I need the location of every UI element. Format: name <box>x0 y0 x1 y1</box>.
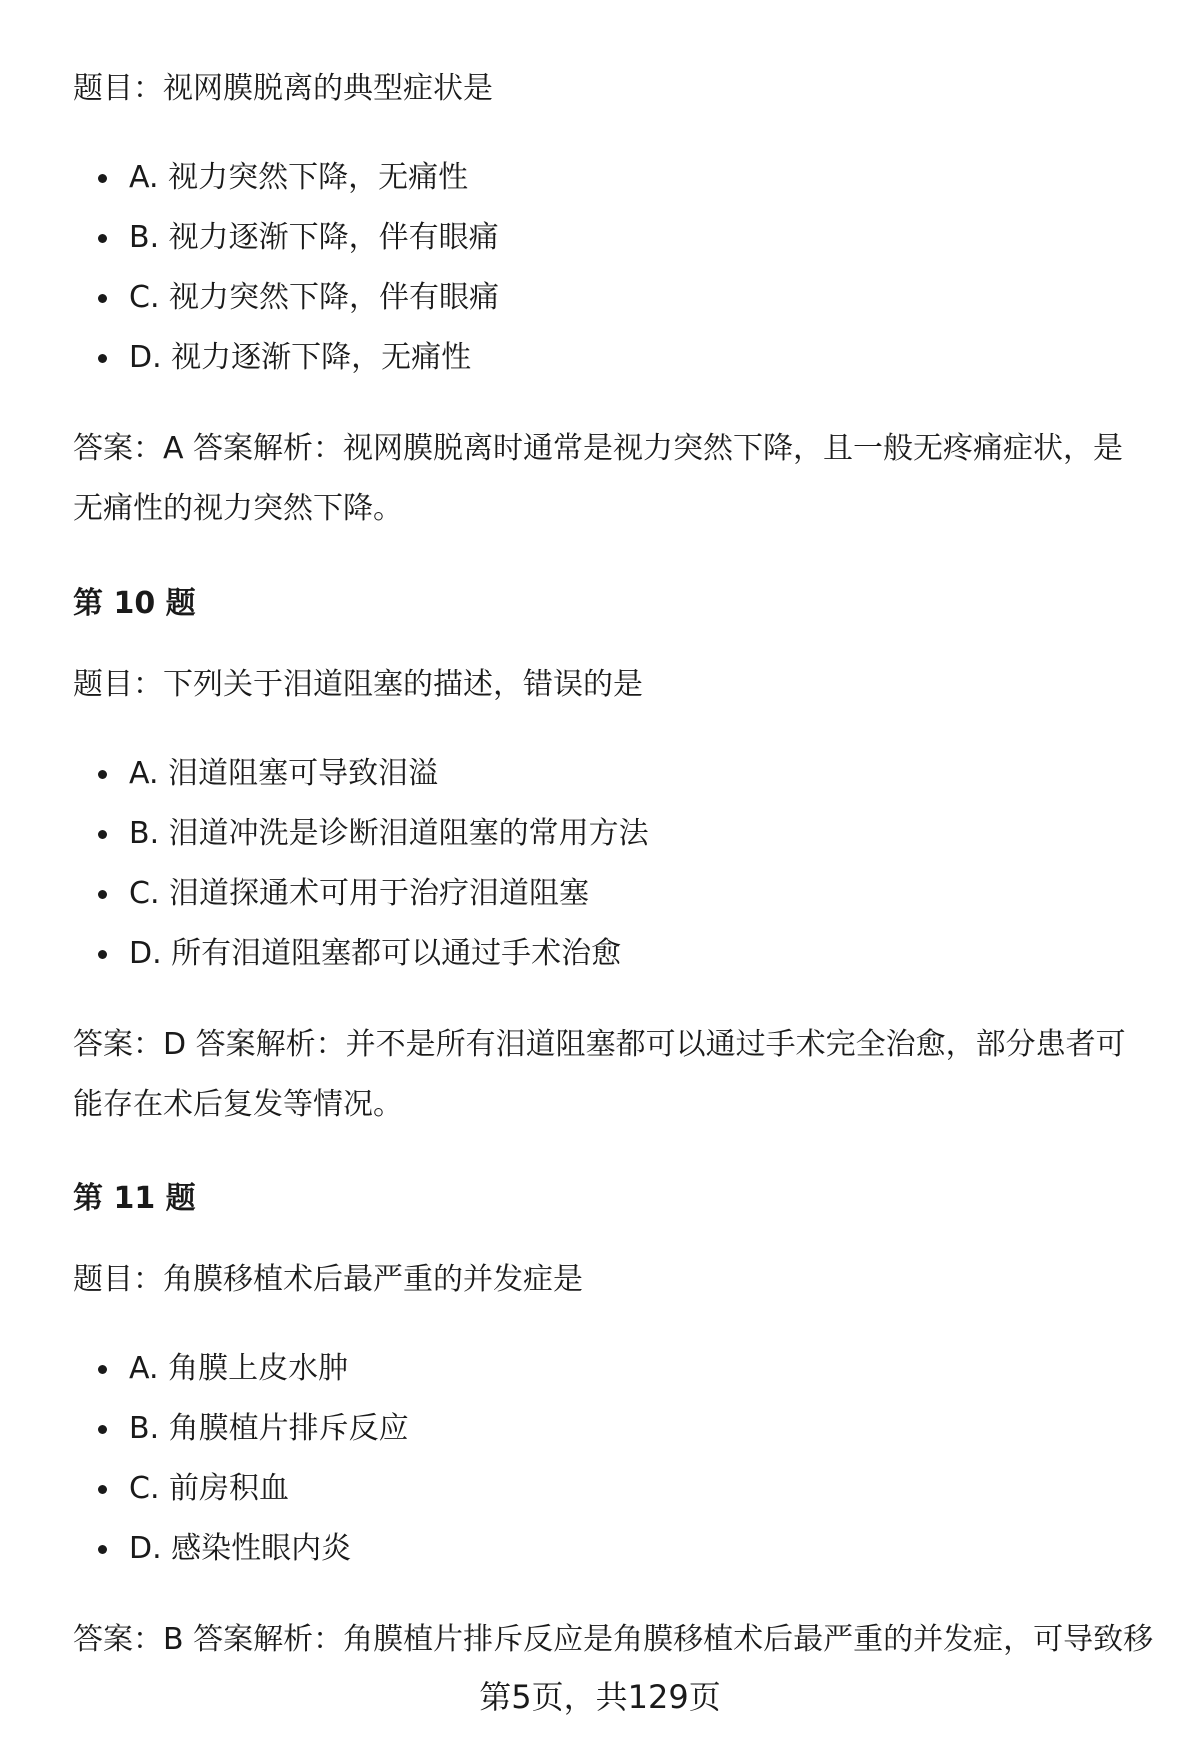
question-10-heading: 第 10 题 <box>73 586 196 621</box>
question-10-text: 题目：下列关于泪道阻塞的描述，错误的是 <box>73 667 643 702</box>
bullet-icon <box>98 294 107 303</box>
question-9-text: 题目：视网膜脱离的典型症状是 <box>73 71 493 106</box>
question-11-options <box>73 1339 409 1579</box>
option-label: B. 泪道冲洗是诊断泪道阻塞的常用方法 <box>129 816 649 851</box>
option-item <box>73 328 499 388</box>
option-label: C. 视力突然下降，伴有眼痛 <box>129 280 500 315</box>
option-item <box>73 1519 409 1579</box>
bullet-icon <box>98 174 107 183</box>
bullet-icon <box>98 234 107 243</box>
option-label: C. 泪道探通术可用于治疗泪道阻塞 <box>129 876 590 911</box>
bullet-icon <box>98 950 107 959</box>
option-item <box>73 268 499 328</box>
option-label: B. 角膜植片排斥反应 <box>129 1411 409 1446</box>
option-label: D. 所有泪道阻塞都可以通过手术治愈 <box>129 936 622 971</box>
option-label: A. 角膜上皮水肿 <box>129 1351 349 1386</box>
option-label: A. 泪道阻塞可导致泪溢 <box>129 756 439 791</box>
option-item <box>73 744 649 804</box>
option-item <box>73 208 499 268</box>
bullet-icon <box>98 1485 107 1494</box>
option-label: B. 视力逐渐下降，伴有眼痛 <box>129 220 499 255</box>
question-9-options <box>73 148 499 388</box>
option-item <box>73 864 649 924</box>
question-10-answer: 答案：D 答案解析：并不是所有泪道阻塞都可以通过手术完全治愈，部分患者可能存在术后复发等情况。 <box>73 1027 1126 1122</box>
option-label: C. 前房积血 <box>129 1471 290 1506</box>
bullet-icon <box>98 890 107 899</box>
bullet-icon <box>98 1365 107 1374</box>
option-item <box>73 1399 409 1459</box>
option-label: D. 视力逐渐下降，无痛性 <box>129 340 472 375</box>
option-item <box>73 1339 409 1399</box>
option-item <box>73 924 649 984</box>
question-11-answer: 答案：B 答案解析：角膜植片排斥反应是角膜移植术后最严重的并发症，可导致移 <box>73 1622 1153 1657</box>
bullet-icon <box>98 830 107 839</box>
option-label: D. 感染性眼内炎 <box>129 1531 352 1566</box>
option-item <box>73 804 649 864</box>
option-item <box>73 1459 409 1519</box>
page-number: 第5页，共129页 <box>479 1678 721 1716</box>
bullet-icon <box>98 354 107 363</box>
question-9-answer: 答案：A 答案解析：视网膜脱离时通常是视力突然下降，且一般无疼痛症状，是无痛性的视力突然下降。 <box>73 431 1124 526</box>
bullet-icon <box>98 1545 107 1554</box>
bullet-icon <box>98 1425 107 1434</box>
option-item <box>73 148 499 208</box>
question-10-options <box>73 744 649 984</box>
question-11-heading: 第 11 题 <box>73 1181 196 1216</box>
option-label: A. 视力突然下降，无痛性 <box>129 160 469 195</box>
bullet-icon <box>98 770 107 779</box>
question-11-text: 题目：角膜移植术后最严重的并发症是 <box>73 1262 583 1297</box>
